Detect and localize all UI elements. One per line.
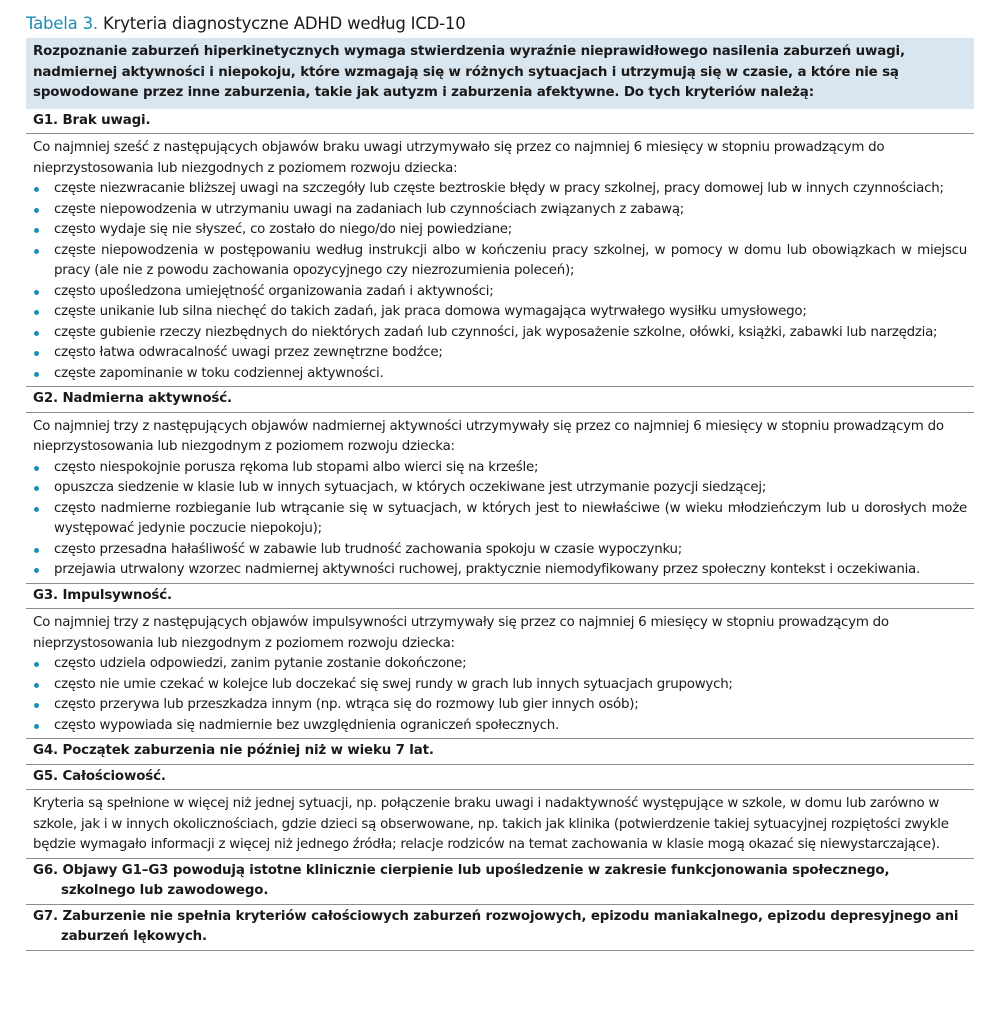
bullet-icon	[34, 331, 39, 336]
list-item-text: częste unikanie lub silna niechęć do takich zadań, jak praca domowa wymagająca wytrwałego wysiłku umysłowego;	[54, 304, 807, 319]
criterion-g2-list	[33, 458, 967, 581]
bullet-icon	[34, 466, 39, 471]
list-item-text: często łatwa odwracalność uwagi przez zewnętrzne bodźce;	[54, 345, 443, 360]
criterion-g5-lead: Kryteria są spełnione w więcej niż jednej sytuacji, np. połączenie braku uwagi i nadaktywność występujące w szkole, w domu lub zarówno w szkole, jak i w innych okolicznościach, gdzie dzieci są obserwowane, np. takich jak klinika (potwierdzenie takiej sytuacyjnej rozpiętości zwykle będzie wymagało informacji z więcej niż jednego źródła; relacje rodziców na temat zachowania w klasie mogą okazać się niewystarczające).	[33, 796, 949, 852]
list-item	[33, 695, 967, 716]
bullet-icon	[34, 310, 39, 315]
list-item-text: częste zapominanie w toku codziennej aktywności.	[54, 365, 384, 381]
list-item	[33, 220, 967, 241]
criterion-g1-body	[26, 134, 974, 387]
criterion-g5-heading: G5. Całościowość.	[26, 765, 974, 791]
bullet-icon	[34, 372, 39, 377]
bullet-icon	[34, 548, 39, 553]
list-item-text: często przerywa lub przeszkadza innym (np. wtrąca się do rozmowy lub gier innych osób);	[54, 697, 639, 712]
list-item	[33, 179, 967, 200]
bullet-icon	[34, 683, 39, 688]
criterion-g4-heading: G4. Początek zaburzenia nie później niż w wieku 7 lat.	[26, 739, 974, 765]
list-item-text: opuszcza siedzenie w klasie lub w innych sytuacjach, w których oczekiwane jest utrzymanie pozycji siedzącej;	[54, 480, 767, 495]
list-item-text: częste niepowodzenia w utrzymaniu uwagi na zadaniach lub czynnościach związanych z zabawą;	[54, 201, 685, 217]
list-item-text: często nadmierne rozbieganie lub wtrącanie się w sytuacjach, w których jest to niewłaściwe (w wieku młodzieńczym lub u dorosłych może występować jedynie poczucie niepokoju);	[54, 500, 967, 536]
bullet-icon	[34, 507, 39, 512]
list-item	[33, 675, 967, 696]
bullet-icon	[34, 249, 39, 254]
criterion-g3-body	[26, 609, 974, 739]
bullet-icon	[34, 486, 39, 491]
list-item	[33, 478, 967, 499]
list-item-text: często upośledzona umiejętność organizowania zadań i aktywności;	[54, 283, 494, 299]
bullet-icon	[34, 290, 39, 295]
criterion-g6-heading: G6. Objawy G1–G3 powodują istotne klinicznie cierpienie lub upośledzenie w zakresie funkcjonowania społecznego, szkolnego lub zawodowego.	[26, 859, 974, 905]
bullet-icon	[34, 703, 39, 708]
table-caption: Kryteria diagnostyczne ADHD według ICD-10	[103, 14, 466, 33]
list-item	[33, 654, 967, 675]
criterion-g1-heading: G1. Brak uwagi.	[26, 109, 974, 135]
list-item	[33, 499, 967, 540]
criterion-g2-lead: Co najmniej trzy z następujących objawów nadmiernej aktywności utrzymywały się przez co najmniej 6 miesięcy w stopniu prowadzącym do nieprzystosowania lub niezgodnym z poziomem rozwoju dziecka:	[33, 418, 944, 454]
list-item-text: często wydaje się nie słyszeć, co zostało do niego/do niej powiedziane;	[54, 222, 513, 237]
bullet-icon	[34, 351, 39, 356]
criterion-g1-list	[33, 179, 967, 384]
table-intro: Rozpoznanie zaburzeń hiperkinetycznych wymaga stwierdzenia wyraźnie nieprawidłowego nasilenia zaburzeń uwagi, nadmiernej aktywności i niepokoju, które wzmagają się w różnych sytuacjach i utrzymują się w czasie, a które nie są spowodowane przez inne zaburzenia, takie jak autyzm i zaburzenia afektywne. Do tych kryteriów należą:	[26, 38, 974, 109]
criterion-g2-heading: G2. Nadmierna aktywność.	[26, 387, 974, 413]
list-item-text: często udziela odpowiedzi, zanim pytanie zostanie dokończone;	[54, 656, 467, 671]
bullet-icon	[34, 662, 39, 667]
list-item	[33, 458, 967, 479]
bullet-icon	[34, 228, 39, 233]
table-number: Tabela 3.	[26, 14, 98, 33]
criterion-g1-lead: Co najmniej sześć z następujących objawów braku uwagi utrzymywało się przez co najmniej 6 miesięcy w stopniu prowadzącym do nieprzystosowania lub niezgodnych z poziomem rozwoju dziecka:	[33, 140, 885, 176]
list-item-text: często przesadna hałaśliwość w zabawie lub trudność zachowania spokoju w czasie wypoczynku;	[54, 541, 683, 557]
list-item-text: częste niepowodzenia w postępowaniu według instrukcji albo w kończeniu pracy szkolnej, w pomocy w domu lub obowiązkach w miejscu pracy (ale nie z powodu zachowania opozycyjnego czy niezrozumienia poleceń);	[54, 242, 967, 278]
list-item-text: częste niezwracanie bliższej uwagi na szczegóły lub częste beztroskie błędy w pracy szkolnej, pracy domowej lub w innych czynnościach;	[54, 181, 944, 196]
list-item-text: często niespokojnie porusza rękoma lub stopami albo wierci się na krześle;	[54, 459, 539, 475]
list-item	[33, 364, 967, 385]
criterion-g3-lead: Co najmniej trzy z następujących objawów impulsywności utrzymywały się przez co najmniej 6 miesięcy w stopniu prowadzącym do nieprzystosowania lub niezgodnym z poziomem rozwoju dziecka:	[33, 615, 889, 651]
list-item	[33, 323, 967, 344]
list-item-text: częste gubienie rzeczy niezbędnych do niektórych zadań lub czynności, jak wyposażenie szkolne, ołówki, książki, zabawki lub narzędzia;	[54, 324, 938, 340]
criterion-g3-heading: G3. Impulsywność.	[26, 584, 974, 610]
criterion-g7-heading: G7. Zaburzenie nie spełnia kryteriów całościowych zaburzeń rozwojowych, epizodu maniakalnego, epizodu depresyjnego ani zaburzeń lękowych.	[26, 905, 974, 951]
list-item	[33, 241, 967, 282]
bullet-icon	[34, 208, 39, 213]
list-item	[33, 343, 967, 364]
list-item	[33, 560, 967, 581]
list-item-text: często nie umie czekać w kolejce lub doczekać się swej rundy w grach lub innych sytuacjach grupowych;	[54, 676, 733, 692]
list-item	[33, 716, 967, 737]
list-item	[33, 200, 967, 221]
list-item	[33, 302, 967, 323]
list-item	[33, 540, 967, 561]
table-container	[26, 0, 974, 951]
table-title	[26, 14, 974, 38]
list-item-text: często wypowiada się nadmiernie bez uwzględnienia ograniczeń społecznych.	[54, 717, 559, 733]
criterion-g3-list	[33, 654, 967, 736]
bullet-icon	[34, 724, 39, 729]
criterion-g2-body	[26, 413, 974, 584]
criterion-g5-body	[26, 790, 974, 859]
bullet-icon	[34, 568, 39, 573]
list-item-text: przejawia utrwalony wzorzec nadmiernej aktywności ruchowej, praktycznie niemodyfikowany przez społeczny kontekst i oczekiwania.	[54, 562, 921, 577]
list-item	[33, 282, 967, 303]
bullet-icon	[34, 187, 39, 192]
